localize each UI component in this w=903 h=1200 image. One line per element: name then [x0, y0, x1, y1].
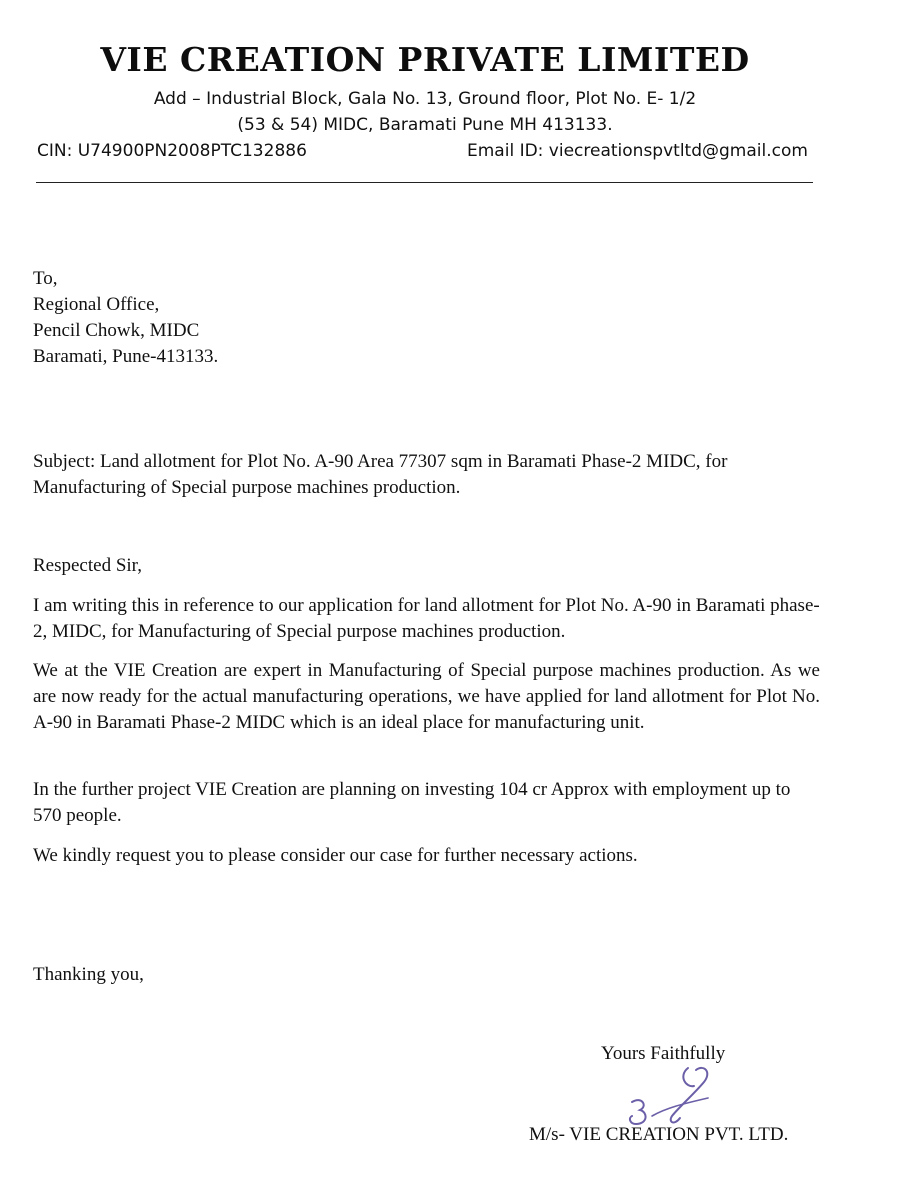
- body-paragraph: We at the VIE Creation are expert in Manufacturing of Special purpose machines production. As we are now ready for the actual manufacturing operations, we have applied for land allotment for Plot No. A-90 in Baramati Phase-2 MIDC which is an ideal place for manufacturing unit.: [33, 660, 820, 733]
- body-paragraph: I am writing this in reference to our application for land allotment for Plot No. A-90 in Baramati phase-2, MIDC, for Manufacturing of Special purpose machines production.: [33, 595, 820, 642]
- address-line-1: Add – Industrial Block, Gala No. 13, Ground floor, Plot No. E- 1/2: [153, 89, 697, 109]
- body-paragraph: We kindly request you to please consider our case for further necessary actions.: [33, 845, 638, 866]
- addressee-line: To,: [33, 268, 58, 289]
- thanks-line: Thanking you,: [33, 964, 144, 985]
- company-name: VIE CREATION PRIVATE LIMITED: [100, 40, 750, 79]
- addressee-line: Baramati, Pune-413133.: [33, 346, 219, 367]
- body-paragraph: In the further project VIE Creation are planning on investing 104 cr Approx with employment up to 570 people.: [33, 779, 791, 826]
- cin-number: CIN: U74900PN2008PTC132886: [37, 141, 307, 161]
- addressee-block: [33, 266, 820, 370]
- email-id: Email ID: viecreationspvtltd@gmail.com: [467, 141, 808, 161]
- addressee-line: Pencil Chowk, MIDC: [33, 320, 200, 341]
- subject-line: Subject: Land allotment for Plot No. A-90 Area 77307 sqm in Baramati Phase-2 MIDC, for Manufacturing of Special purpose machines production.: [33, 451, 728, 498]
- addressee-line: Regional Office,: [33, 294, 160, 315]
- header-divider: [36, 182, 813, 183]
- address-line-2: (53 & 54) MIDC, Baramati Pune MH 413133.: [237, 115, 613, 135]
- closing-line: Yours Faithfully: [601, 1043, 726, 1064]
- firm-name: M/s- VIE CREATION PVT. LTD.: [529, 1124, 789, 1145]
- salutation: Respected Sir,: [33, 555, 142, 576]
